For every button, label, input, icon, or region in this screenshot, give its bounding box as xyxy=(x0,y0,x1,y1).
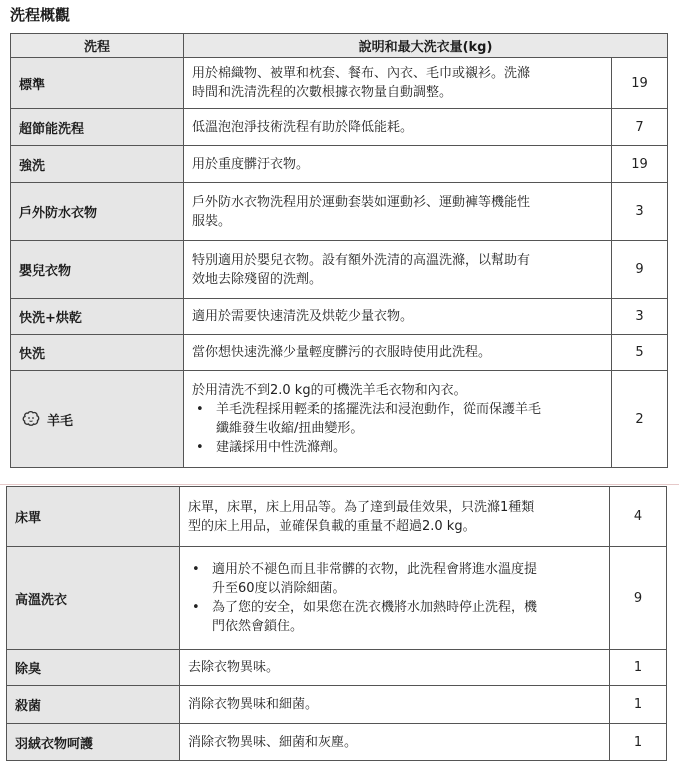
program-table-top xyxy=(10,33,668,468)
desc-line: • 為了您的安全，如果您在洗衣機將水加熱時停止洗程，機 xyxy=(212,600,538,615)
program-capacity: 19 xyxy=(612,146,668,183)
program-capacity: 7 xyxy=(612,109,668,146)
page-divider xyxy=(0,484,679,485)
table-row xyxy=(11,241,668,299)
program-capacity: 3 xyxy=(612,299,668,335)
program-description xyxy=(180,650,610,686)
program-name: 殺菌 xyxy=(7,686,180,724)
desc-line: 消除衣物異味、細菌和灰塵。 xyxy=(188,734,358,750)
program-description xyxy=(180,724,610,761)
desc-line: • 適用於不褪色而且非常髒的衣物，此洗程會將進水溫度提 xyxy=(212,562,538,577)
desc-line: 服裝。 xyxy=(192,213,232,229)
program-capacity: 1 xyxy=(610,724,667,761)
program-name: 嬰兒衣物 xyxy=(11,241,184,299)
header-program: 洗程 xyxy=(11,34,184,58)
bullet-list xyxy=(188,560,601,636)
table-row xyxy=(11,58,668,109)
program-description xyxy=(184,146,612,183)
desc-line: 用於重度髒汙衣物。 xyxy=(192,156,310,172)
table-row xyxy=(7,724,667,761)
program-capacity: 5 xyxy=(612,335,668,371)
program-name: 戶外防水衣物 xyxy=(11,183,184,241)
program-description xyxy=(184,335,612,371)
program-name: 快洗+烘乾 xyxy=(11,299,184,335)
bullet-list xyxy=(192,400,603,457)
desc-line: 床單，床單，床上用品等。為了達到最佳效果，只洗滌1種類 xyxy=(188,499,535,515)
program-name: 羊毛 xyxy=(47,413,74,429)
table-row xyxy=(11,299,668,335)
program-name: 除臭 xyxy=(7,650,180,686)
table-row xyxy=(11,183,668,241)
desc-line: 適用於需要快速清洗及烘乾少量衣物。 xyxy=(192,309,414,324)
desc-line: • 羊毛洗程採用輕柔的搖擺洗法和浸泡動作，從而保護羊毛 xyxy=(216,402,542,417)
program-description xyxy=(184,58,612,109)
desc-line: • 建議採用中性洗滌劑。 xyxy=(216,440,347,455)
table-header-row xyxy=(11,34,668,58)
header-description: 說明和最大洗衣量(kg) xyxy=(184,34,668,58)
desc-line: 時間和洗清洗程的次數根據衣物量自動調整。 xyxy=(192,85,453,100)
desc-line: 消除衣物異味和細菌。 xyxy=(188,697,319,712)
program-name: 標準 xyxy=(11,58,184,109)
program-name: 強洗 xyxy=(11,146,184,183)
program-capacity: 19 xyxy=(612,58,668,109)
table-row xyxy=(11,335,668,371)
table-row xyxy=(11,371,668,468)
desc-line: 升至60度以消除細菌。 xyxy=(212,581,346,596)
list-item xyxy=(192,438,603,457)
desc-line: 戶外防水衣物洗程用於運動套裝如運動衫、運動褲等機能性 xyxy=(192,194,531,210)
program-name-wool xyxy=(11,371,184,468)
desc-line: 效地去除殘留的洗劑。 xyxy=(192,271,323,287)
program-capacity: 1 xyxy=(610,650,667,686)
table-row xyxy=(7,686,667,724)
desc-line: 當你想快速洗滌少量輕度髒污的衣服時使用此洗程。 xyxy=(192,345,492,360)
program-capacity: 4 xyxy=(610,487,667,547)
program-name: 超節能洗程 xyxy=(11,109,184,146)
program-description xyxy=(184,109,612,146)
program-description xyxy=(184,241,612,299)
desc-line: 去除衣物異味。 xyxy=(188,660,280,675)
desc-line: 門依然會鎖住。 xyxy=(212,619,304,634)
program-capacity: 1 xyxy=(610,686,667,724)
program-capacity: 9 xyxy=(610,547,667,650)
table-row xyxy=(11,109,668,146)
program-capacity: 3 xyxy=(612,183,668,241)
program-name: 床單 xyxy=(7,487,180,547)
program-table-bottom xyxy=(6,486,667,761)
desc-line: 用於棉織物、被單和枕套、餐布、內衣、毛巾或襯衫。洗滌 xyxy=(192,66,531,81)
page-title: 洗程概觀 xyxy=(10,6,71,24)
list-item xyxy=(192,400,603,438)
sheep-icon xyxy=(19,407,43,431)
program-description xyxy=(184,183,612,241)
program-name: 快洗 xyxy=(11,335,184,371)
program-capacity: 2 xyxy=(612,371,668,468)
desc-line: 低溫泡泡淨技術洗程有助於降低能耗。 xyxy=(192,119,414,135)
list-item xyxy=(188,598,601,636)
program-name: 高溫洗衣 xyxy=(7,547,180,650)
program-description xyxy=(184,371,612,468)
desc-line: 纖維發生收縮/扭曲變形。 xyxy=(216,421,364,436)
program-description xyxy=(184,299,612,335)
table-row xyxy=(7,650,667,686)
desc-line: 於用清洗不到2.0 kg的可機洗羊毛衣物和內衣。 xyxy=(192,383,467,398)
wool-label xyxy=(19,407,183,431)
program-description xyxy=(180,487,610,547)
program-name: 羽絨衣物呵護 xyxy=(7,724,180,761)
desc-line: 特別適用於嬰兒衣物。設有額外洗清的高溫洗滌，以幫助有 xyxy=(192,252,531,268)
desc-line: 型的床上用品，並確保負載的重量不超過2.0 kg。 xyxy=(188,518,476,534)
table-row xyxy=(7,487,667,547)
program-description xyxy=(180,547,610,650)
program-capacity: 9 xyxy=(612,241,668,299)
program-description xyxy=(180,686,610,724)
list-item xyxy=(188,560,601,598)
table-row xyxy=(7,547,667,650)
table-row xyxy=(11,146,668,183)
